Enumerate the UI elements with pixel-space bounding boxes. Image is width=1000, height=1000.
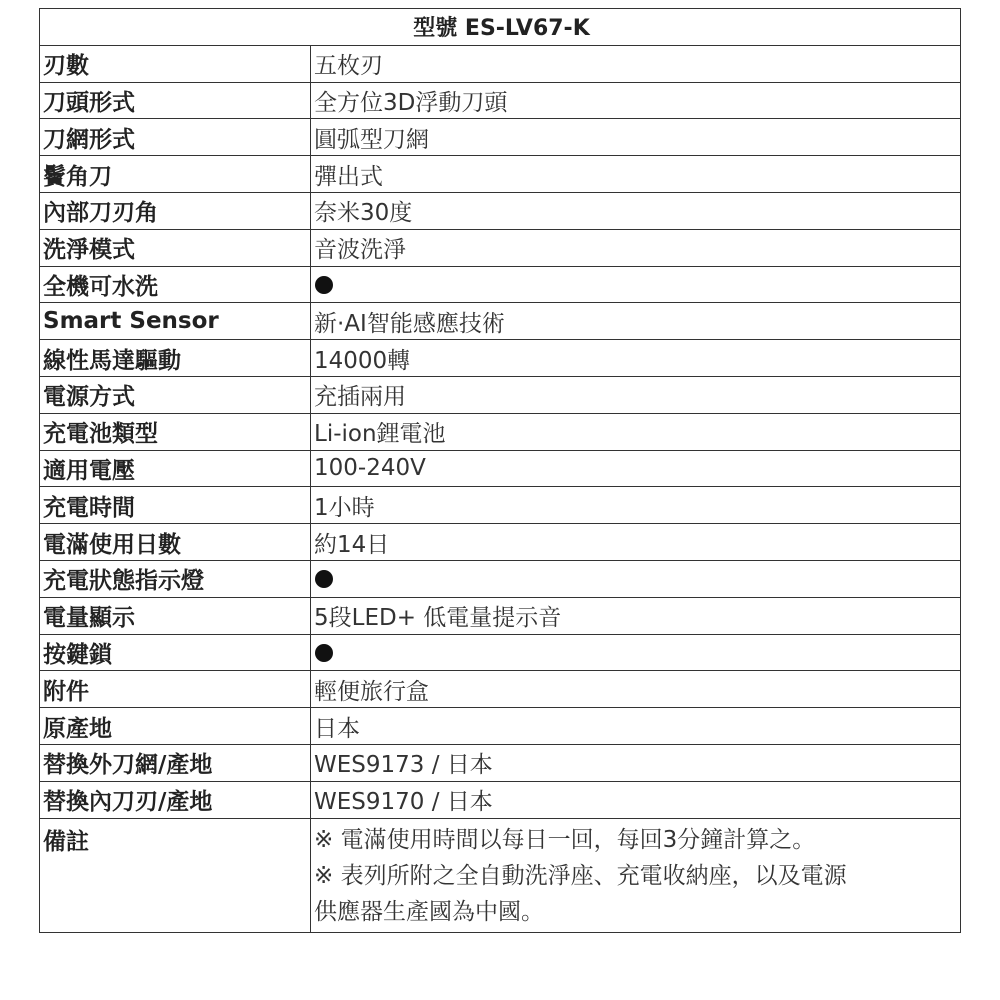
table-row	[40, 340, 961, 377]
spec-label: Smart Sensor	[40, 303, 311, 340]
table-row	[40, 303, 961, 340]
table-row	[40, 560, 961, 597]
spec-label: 刀頭形式	[40, 82, 311, 119]
spec-value	[311, 560, 961, 597]
table-row	[40, 413, 961, 450]
spec-value: 新·AI智能感應技術	[311, 303, 961, 340]
spec-value: Li-ion鋰電池	[311, 413, 961, 450]
table-row	[40, 708, 961, 745]
note-line: ※ 表列所附之全自動洗淨座、充電收納座，以及電源	[314, 862, 847, 889]
spec-value	[311, 634, 961, 671]
spec-value: 奈米30度	[311, 192, 961, 229]
spec-label: 刃數	[40, 45, 311, 82]
spec-value: 音波洗淨	[311, 229, 961, 266]
table-row	[40, 45, 961, 82]
spec-label: 適用電壓	[40, 450, 311, 487]
spec-value: 5段LED+ 低電量提示音	[311, 597, 961, 634]
table-row	[40, 82, 961, 119]
spec-value: 日本	[311, 708, 961, 745]
spec-value: 彈出式	[311, 156, 961, 193]
spec-label: 原產地	[40, 708, 311, 745]
table-row	[40, 450, 961, 487]
spec-value: 充插兩用	[311, 376, 961, 413]
table-row	[40, 487, 961, 524]
table-row	[40, 192, 961, 229]
spec-value	[311, 266, 961, 303]
spec-value: 100-240V	[311, 450, 961, 487]
spec-value: 輕便旅行盒	[311, 671, 961, 708]
table-row	[40, 597, 961, 634]
spec-label: 內部刀刃角	[40, 192, 311, 229]
spec-label: 電源方式	[40, 376, 311, 413]
filled-circle-icon	[315, 644, 333, 662]
model-title: 型號 ES-LV67-K	[40, 9, 961, 46]
spec-value: 全方位3D浮動刀頭	[311, 82, 961, 119]
table-row	[40, 671, 961, 708]
notes-row	[40, 818, 961, 932]
spec-label: 電量顯示	[40, 597, 311, 634]
spec-label: 充電狀態指示燈	[40, 560, 311, 597]
spec-value: 14000轉	[311, 340, 961, 377]
spec-value: 約14日	[311, 524, 961, 561]
spec-label: 線性馬達驅動	[40, 340, 311, 377]
spec-value: WES9170 / 日本	[311, 781, 961, 818]
spec-label: 充電時間	[40, 487, 311, 524]
filled-circle-icon	[315, 570, 333, 588]
note-line: ※ 電滿使用時間以每日一回，每回3分鐘計算之。	[314, 826, 816, 853]
spec-label: 替換外刀網/產地	[40, 744, 311, 781]
table-row	[40, 781, 961, 818]
note-line: 供應器生產國為中國。	[314, 898, 544, 925]
spec-label: 充電池類型	[40, 413, 311, 450]
spec-label: 替換內刀刃/產地	[40, 781, 311, 818]
spec-table	[39, 8, 961, 933]
spec-label: 附件	[40, 671, 311, 708]
table-row	[40, 119, 961, 156]
spec-label: 洗淨模式	[40, 229, 311, 266]
spec-label: 全機可水洗	[40, 266, 311, 303]
title-row	[40, 9, 961, 46]
spec-value: WES9173 / 日本	[311, 744, 961, 781]
notes-value	[311, 818, 961, 932]
spec-label: 電滿使用日數	[40, 524, 311, 561]
spec-label: 刀網形式	[40, 119, 311, 156]
table-row	[40, 634, 961, 671]
table-row	[40, 266, 961, 303]
table-row	[40, 744, 961, 781]
table-row	[40, 376, 961, 413]
table-row	[40, 524, 961, 561]
spec-label: 按鍵鎖	[40, 634, 311, 671]
table-row	[40, 229, 961, 266]
filled-circle-icon	[315, 276, 333, 294]
spec-value: 1小時	[311, 487, 961, 524]
table-row	[40, 156, 961, 193]
spec-value: 五枚刃	[311, 45, 961, 82]
spec-value: 圓弧型刀網	[311, 119, 961, 156]
spec-label: 鬢角刀	[40, 156, 311, 193]
notes-label: 備註	[40, 818, 311, 932]
